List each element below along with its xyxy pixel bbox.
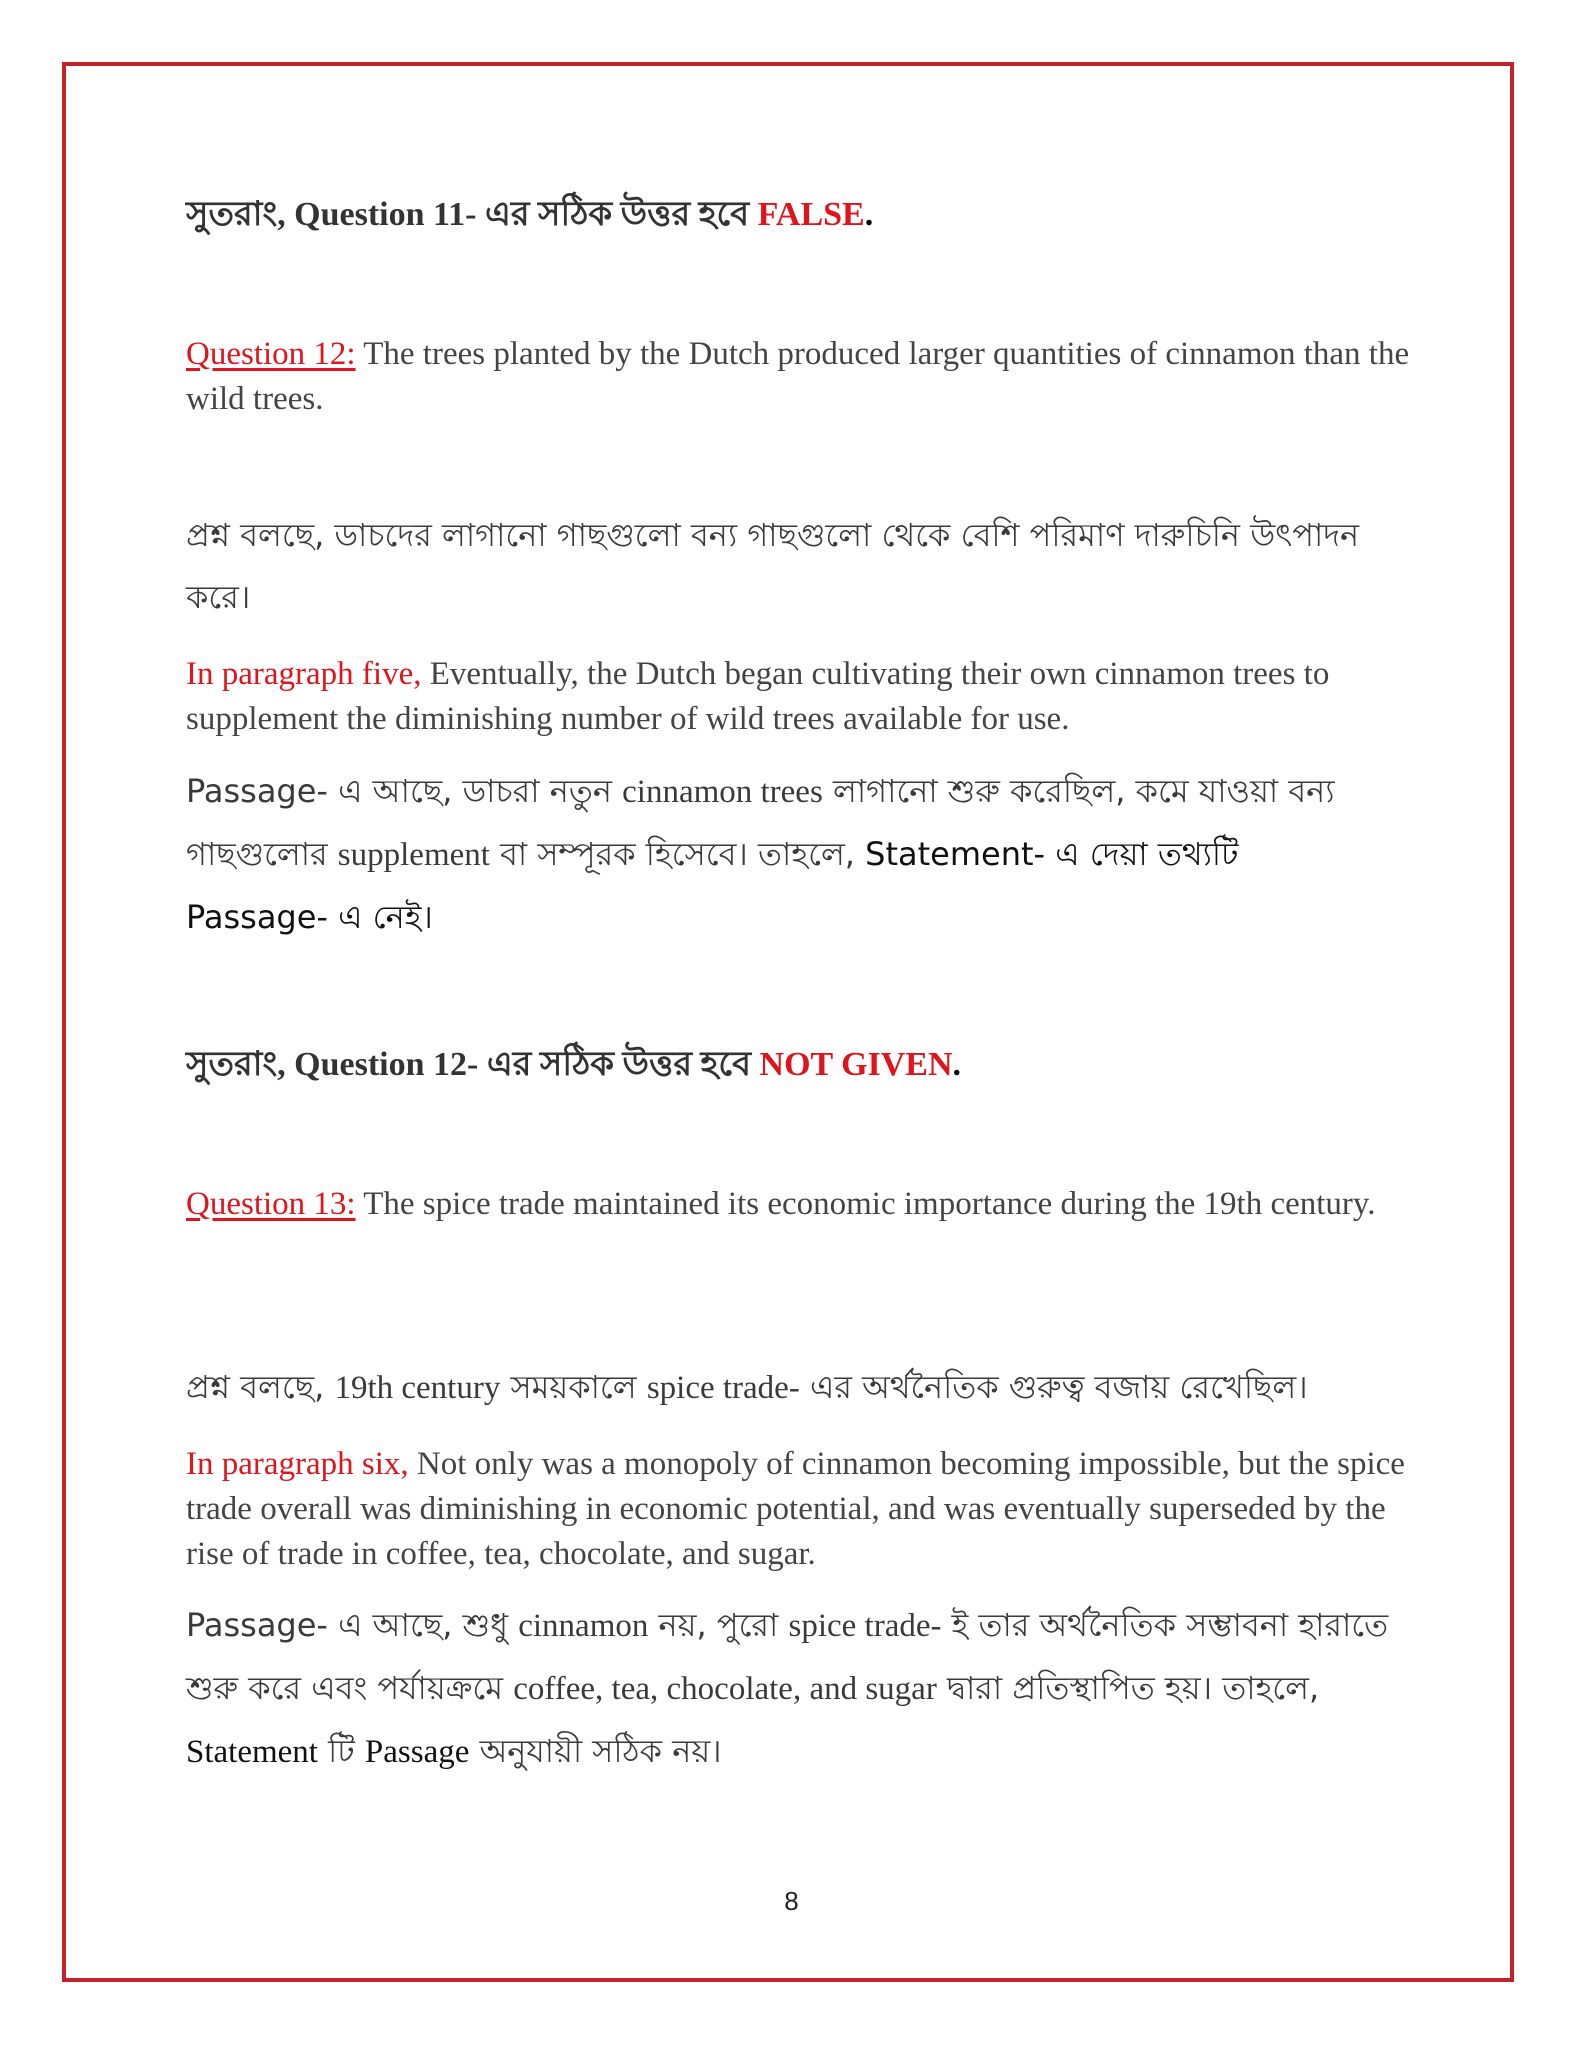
- answer-11-verdict: FALSE: [757, 196, 865, 233]
- q13-expl-part2: নয়, পুরো: [648, 1606, 789, 1644]
- question-13-text: The spice trade maintained its economic importance during the 19th century.: [355, 1186, 1376, 1222]
- answer-12-verdict: NOT GIVEN: [759, 1046, 953, 1083]
- q13-expl-part3: ই তার অর্থনৈতিক সম্ভাবনা হারাতে শুরু করে এবং পর্যায়ক্রমে: [186, 1606, 1389, 1707]
- q12-expl-en2: supplement: [337, 837, 490, 873]
- q13-expl-part6: অনুযায়ী সঠিক নয়।: [469, 1732, 722, 1770]
- question-13-evidence-label: In paragraph six,: [186, 1446, 409, 1482]
- page-number: 8: [784, 1886, 799, 1916]
- q12-expl-en1: cinnamon trees: [622, 774, 823, 810]
- answer-12: [186, 1042, 1416, 1088]
- q13-expl-part5: টি: [317, 1732, 365, 1770]
- answer-12-prefix: সুতরাং, Question 12- এর সঠিক উত্তর হবে: [186, 1046, 760, 1083]
- question-12-evidence-text: Eventually, the Dutch began cultivating their own cinnamon trees to supplement the diminishing number of wild trees available for use.: [186, 656, 1330, 737]
- answer-11: [186, 192, 1416, 238]
- q13-bn-en1: 19th century: [334, 1370, 501, 1406]
- question-12-label: Question 12:: [186, 336, 356, 372]
- question-12-bangla-restatement: প্রশ্ন বলছে, ডাচদের লাগানো গাছগুলো বন্য গাছগুলো থেকে বেশি পরিমাণ দারুচিনি উৎপাদন করে।: [186, 516, 1360, 616]
- question-12: [186, 332, 1416, 422]
- question-13: [186, 1182, 1416, 1227]
- q13-expl-part1: Passage- এ আছে, শুধু: [186, 1606, 519, 1644]
- q13-bn-part2: সময়কালে: [500, 1368, 647, 1406]
- q12-expl-part2: লাগানো শুরু করেছিল, কমে যাওয়া বন্য গাছগুলোর: [186, 772, 1335, 873]
- q13-expl-en5: Passage: [364, 1734, 470, 1770]
- q13-expl-part4: দ্বারা প্রতিস্থাপিত হয়। তাহলে,: [936, 1669, 1320, 1707]
- question-13-label: Question 13:: [186, 1186, 356, 1222]
- q13-bn-part3: এর অর্থনৈতিক গুরুত্ব বজায় রেখেছিল।: [799, 1368, 1308, 1406]
- q13-expl-en2: spice trade-: [788, 1608, 942, 1644]
- q13-expl-en3: coffee, tea, chocolate, and sugar: [513, 1671, 937, 1707]
- q12-expl-part3: বা সম্পূরক হিসেবে। তাহলে,: [489, 835, 866, 873]
- question-13-explanation: [186, 1594, 1406, 1783]
- question-12-text: The trees planted by the Dutch produced larger quantities of cinnamon than the wild trees.: [186, 336, 1410, 417]
- q12-expl-part1: Passage- এ আছে, ডাচরা নতুন: [186, 772, 623, 810]
- question-12-explanation: [186, 760, 1386, 948]
- answer-12-suffix: .: [952, 1046, 962, 1083]
- question-13-bangla-restatement: [186, 1356, 1406, 1419]
- answer-11-prefix: সুতরাং, Question 11- এর সঠিক উত্তর হবে: [186, 196, 758, 233]
- question-13-evidence-text: Not only was a monopoly of cinnamon becoming impossible, but the spice trade overall was diminishing in economic potential, and was eventually superseded by the rise of trade in coffee, tea, chocolate, and sugar.: [186, 1446, 1405, 1572]
- q13-expl-en1: cinnamon: [518, 1608, 649, 1644]
- question-13-evidence: [186, 1442, 1416, 1577]
- question-12-evidence-label: In paragraph five,: [186, 656, 422, 692]
- q12-expl-part4: Statement- এ দেয়া তথ্যটি Passage- এ নেই।: [186, 835, 1239, 936]
- question-12-evidence: [186, 652, 1416, 742]
- q13-expl-en4: Statement: [186, 1734, 318, 1770]
- answer-11-suffix: .: [864, 196, 874, 233]
- q13-bn-part1: প্রশ্ন বলছে,: [186, 1368, 335, 1406]
- q13-bn-en2: spice trade-: [646, 1370, 800, 1406]
